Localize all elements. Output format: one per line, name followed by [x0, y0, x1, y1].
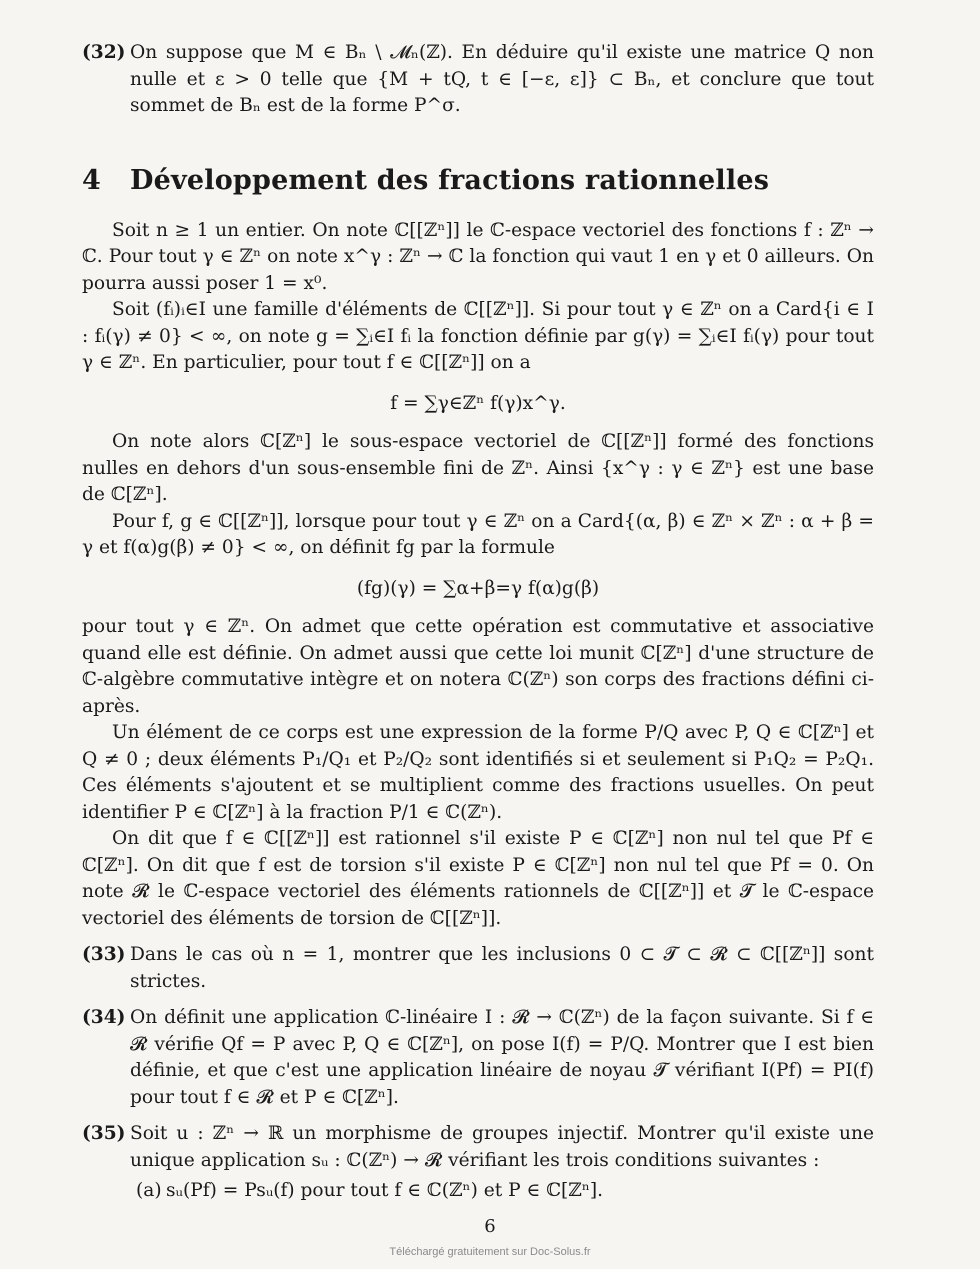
question-33 [82, 942, 874, 995]
question-text: Soit u : ℤⁿ → ℝ un morphisme de groupes injectif. Montrer qu'il existe une unique application sᵤ : ℂ(ℤⁿ) → 𝓡 vérifiant les trois conditions suivantes : [130, 1123, 874, 1171]
section-number: 4 [82, 164, 101, 196]
equation-2: (fg)(γ) = ∑α+β=γ f(α)g(β) [356, 577, 600, 599]
question-35-item-a [82, 1178, 874, 1205]
question-32 [82, 40, 874, 120]
section-title: Développement des fractions rationnelles [130, 164, 770, 196]
page-number: 6 [484, 1216, 496, 1237]
paragraph-3: On note alors ℂ[ℤⁿ] le sous-espace vectoriel de ℂ[[ℤⁿ]] formé des fonctions nulles en dehors d'un sous-ensemble fini de ℤⁿ. Ainsi {x^γ : γ ∈ ℤⁿ} est une base de ℂ[ℤⁿ]. [82, 431, 874, 505]
question-text: On définit une application ℂ-linéaire I : 𝓡 → ℂ(ℤⁿ) de la façon suivante. Si f ∈ 𝓡 vérifie Qf = P avec P, Q ∈ ℂ[ℤⁿ], on pose I(f) = P/Q. Montrer que I est bien définie, et que c'est une application linéaire de noyau 𝓣 vérifiant I(Pf) = PI(f) pour tout f ∈ 𝓡 et P ∈ ℂ[ℤⁿ]. [130, 1007, 874, 1108]
paragraph-4: Pour f, g ∈ ℂ[[ℤⁿ]], lorsque pour tout γ ∈ ℤⁿ on a Card{(α, β) ∈ ℤⁿ × ℤⁿ : α + β = γ et f(α)g(β) ≠ 0} < ∞, on définit fg par la formule [82, 510, 874, 558]
item-text: sᵤ(Pf) = Psᵤ(f) pour tout f ∈ ℂ(ℤⁿ) et P ∈ ℂ[ℤⁿ]. [166, 1180, 604, 1201]
section-heading [82, 164, 874, 198]
question-number: (33) [82, 944, 126, 965]
paragraph-6: Un élément de ce corps est une expression de la forme P/Q avec P, Q ∈ ℂ[ℤⁿ] et Q ≠ 0 ; deux éléments P₁/Q₁ et P₂/Q₂ sont identifiés si et seulement si P₁Q₂ = P₂Q₁. Ces éléments s'ajoutent et se multiplient comme des fractions usuelles. On peut identifier P ∈ ℂ[ℤⁿ] à la fraction P/1 ∈ ℂ(ℤⁿ). [82, 722, 874, 823]
paragraph-5: pour tout γ ∈ ℤⁿ. On admet que cette opération est commutative et associative quand elle est définie. On admet aussi que cette loi munit ℂ[ℤⁿ] d'une structure de ℂ-algèbre commutative intègre et on notera ℂ(ℤⁿ) son corps des fractions défini ci-après. [82, 616, 874, 717]
paragraph-1: Soit n ≥ 1 un entier. On note ℂ[[ℤⁿ]] le ℂ-espace vectoriel des fonctions f : ℤⁿ → ℂ. Pour tout γ ∈ ℤⁿ on note x^γ : ℤⁿ → ℂ la fonction qui vaut 1 en γ et 0 ailleurs. On pourra aussi poser 1 = x⁰. [82, 219, 874, 294]
download-footer: Téléchargé gratuitement sur Doc-Solus.fr [389, 1246, 591, 1258]
question-number: (35) [82, 1123, 126, 1144]
paragraph-2: Soit (fᵢ)ᵢ∈I une famille d'éléments de ℂ[[ℤⁿ]]. Si pour tout γ ∈ ℤⁿ on a Card{i ∈ I : fᵢ(γ) ≠ 0} < ∞, on note g = ∑ᵢ∈I fᵢ la fonction définie par g(γ) = ∑ᵢ∈I fᵢ(γ) pour tout γ ∈ ℤⁿ. En particulier, pour tout f ∈ ℂ[[ℤⁿ]] on a [82, 299, 874, 373]
question-35 [82, 1121, 874, 1174]
question-number: (32) [82, 42, 126, 63]
question-text: On suppose que M ∈ Bₙ \ 𝓜ₙ(ℤ). En déduire qu'il existe une matrice Q non nulle et ε > 0 telle que {M + tQ, t ∈ [−ε, ε]} ⊂ Bₙ, et conclure que tout sommet de Bₙ est de la forme P^σ. [130, 42, 874, 116]
item-label: (a) [136, 1180, 162, 1201]
question-34 [82, 1005, 874, 1111]
equation-1: f = ∑γ∈ℤⁿ f(γ)x^γ. [390, 392, 566, 414]
page-body [82, 40, 874, 1205]
paragraph-7: On dit que f ∈ ℂ[[ℤⁿ]] est rationnel s'il existe P ∈ ℂ[ℤⁿ] non nul tel que Pf ∈ ℂ[ℤⁿ]. On dit que f est de torsion s'il existe P ∈ ℂ[ℤⁿ] non nul tel que Pf = 0. On note 𝓡 le ℂ-espace vectoriel des éléments rationnels de ℂ[[ℤⁿ]] et 𝓣 le ℂ-espace vectoriel des éléments de torsion de ℂ[[ℤⁿ]]. [82, 828, 874, 929]
question-text: Dans le cas où n = 1, montrer que les inclusions 0 ⊂ 𝓣 ⊂ 𝓡 ⊂ ℂ[[ℤⁿ]] sont strictes. [130, 944, 874, 992]
question-number: (34) [82, 1007, 126, 1028]
